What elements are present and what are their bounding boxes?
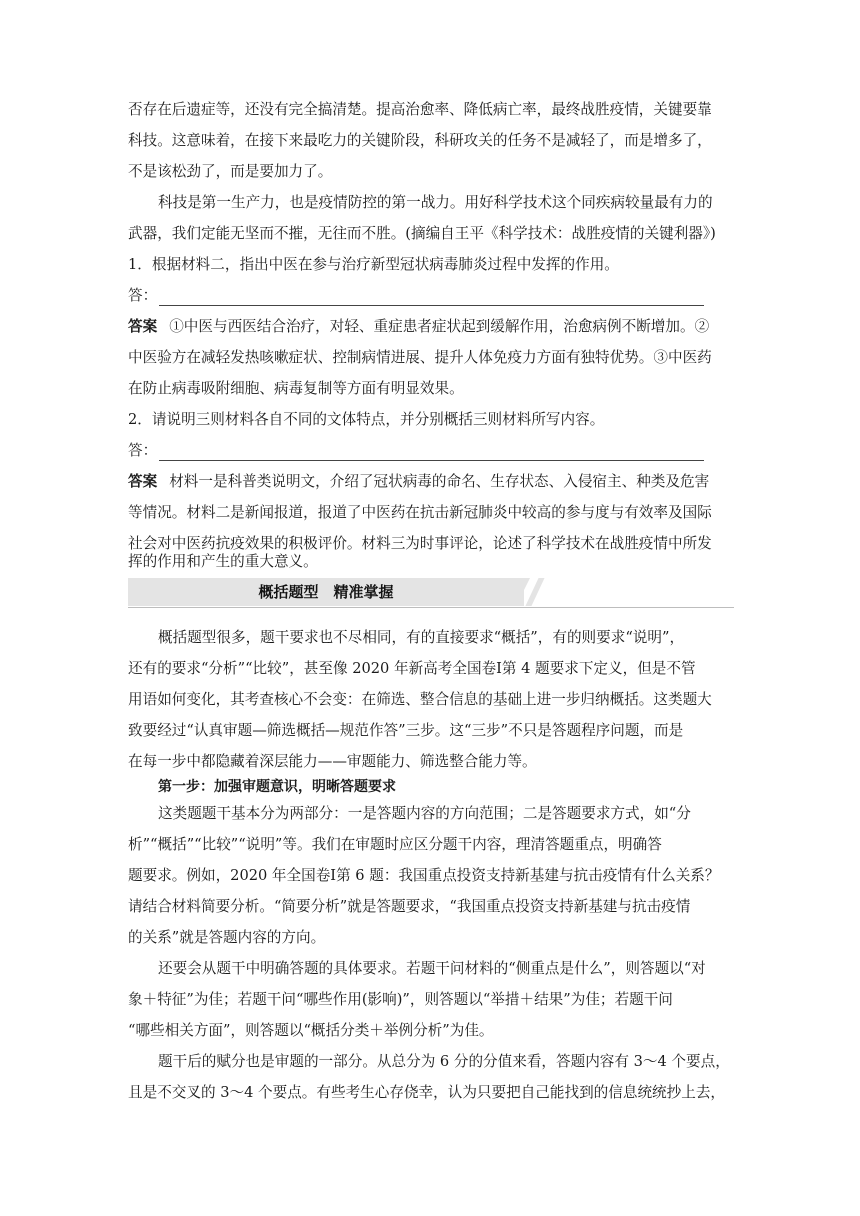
question-1: 1．根据材料二，指出中医在参与治疗新型冠状病毒肺炎过程中发挥的作用。 bbox=[128, 256, 619, 273]
body-line: 还要会从题干中明确答题的具体要求。若题干问材料的“侧重点是什么”，则答题以“对 bbox=[158, 960, 706, 977]
section-banner bbox=[128, 578, 734, 608]
body-line: 象＋特征”为佳；若题干问“哪些作用(影响)”，则答题以“举措＋结果”为佳；若题干问 bbox=[128, 991, 673, 1008]
body-line: 用语如何变化，其考查核心不会变：在筛选、整合信息的基础上进一步归纳概括。这类题大 bbox=[128, 691, 712, 708]
paragraph-line: 科技。这意味着，在接下来最吃力的关键阶段，科研攻关的任务不是减轻了，而是增多了， bbox=[128, 132, 712, 149]
body-line: 致要经过“认真审题—筛选概括—规范作答”三步。这“三步”不只是答题程序问题，而是 bbox=[128, 722, 684, 739]
answer-prompt: 答： bbox=[128, 287, 158, 304]
answer-1-line bbox=[128, 313, 734, 341]
answer-underline bbox=[159, 442, 704, 461]
paragraph-line: 不是该松劲了，而是要加力了。 bbox=[128, 163, 333, 180]
answer-1-line: 在防止病毒吸附细胞、病毒复制等方面有明显效果。 bbox=[128, 380, 464, 397]
answer-prompt: 答： bbox=[128, 442, 158, 459]
answer-2-line: 等情况。材料二是新闻报道，报道了中医药在抗击新冠肺炎中较高的参与度与有效率及国际 bbox=[128, 504, 712, 521]
body-line: 在每一步中都隐藏着深层能力——审题能力、筛选整合能力等。 bbox=[128, 753, 537, 770]
banner-rule bbox=[128, 607, 734, 608]
answer-label: 答案 bbox=[128, 318, 158, 335]
body-line: 题干后的赋分也是审题的一部分。从总分为 6 分的分值来看，答题内容有 3～4 个要点， bbox=[158, 1053, 730, 1070]
body-line: 的关系”就是答题内容的方向。 bbox=[128, 929, 326, 946]
body-line: 这类题题干基本分为两部分：一是答题内容的方向范围；二是答题要求方式，如“分 bbox=[158, 805, 691, 822]
body-line: 析”“概括”“比较”“说明”等。我们在审题时应区分题干内容，理清答题重点，明确答 bbox=[128, 836, 662, 853]
body-line: 还有的要求“分析”“比较”，甚至像 2020 年新高考全国卷Ⅰ第 4 题要求下定义，但是不管 bbox=[128, 660, 696, 677]
step-heading: 第一步：加强审题意识，明晰答题要求 bbox=[158, 779, 396, 795]
answer-1-line: 中医验方在减轻发热咳嗽症状、控制病情进展、提升人体免疫力方面有独特优势。③中医药 bbox=[128, 349, 712, 366]
body-line: 请结合材料简要分析。“简要分析”就是答题要求，“我国重点投资支持新基建与抗击疫情 bbox=[128, 898, 691, 915]
answer-2-line bbox=[128, 468, 734, 496]
answer-2-line: 挥的作用和产生的重大意义。 bbox=[128, 553, 318, 570]
question-2: 2．请说明三则材料各自不同的文体特点，并分别概括三则材料所写内容。 bbox=[128, 411, 605, 428]
answer-text: 材料一是科普类说明文，介绍了冠状病毒的命名、生存状态、入侵宿主、种类及危害 bbox=[169, 473, 710, 490]
body-line: “哪些相关方面”，则答题以“概括分类＋举例分析”为佳。 bbox=[128, 1022, 494, 1039]
paragraph-line: 否存在后遗症等，还没有完全搞清楚。提高治愈率、降低病亡率，最终战胜疫情，关键要靠 bbox=[128, 101, 712, 118]
answer-blank-2 bbox=[128, 437, 734, 465]
paragraph-line: 科技是第一生产力，也是疫情防控的第一战力。用好科学技术这个同疾病较量最有力的 bbox=[158, 194, 713, 211]
body-line: 题要求。例如，2020 年全国卷Ⅰ第 6 题：我国重点投资支持新基建与抗击疫情有什么关系？ bbox=[128, 867, 720, 884]
paragraph-line: 武器，我们定能无坚而不摧，无往而不胜。(摘编自王平《科学技术：战胜疫情的关键利器》) bbox=[128, 225, 716, 242]
answer-text: ①中医与西医结合治疗，对轻、重症患者症状起到缓解作用，治愈病例不断增加。② bbox=[169, 318, 710, 335]
answer-blank-1 bbox=[128, 282, 734, 310]
answer-underline bbox=[159, 287, 704, 306]
body-line: 且是不交叉的 3～4 个要点。有些考生心存侥幸，认为只要把自己能找到的信息统统抄上去， bbox=[128, 1084, 726, 1101]
body-line: 概括题型很多，题干要求也不尽相同，有的直接要求“概括”，有的则要求“说明”， bbox=[158, 629, 685, 646]
section-title: 概括题型 精准掌握 bbox=[258, 583, 394, 601]
answer-label: 答案 bbox=[128, 473, 158, 490]
answer-2-line: 社会对中医药抗疫效果的积极评价。材料三为时事评论，论述了科学技术在战胜疫情中所发 bbox=[128, 535, 712, 552]
